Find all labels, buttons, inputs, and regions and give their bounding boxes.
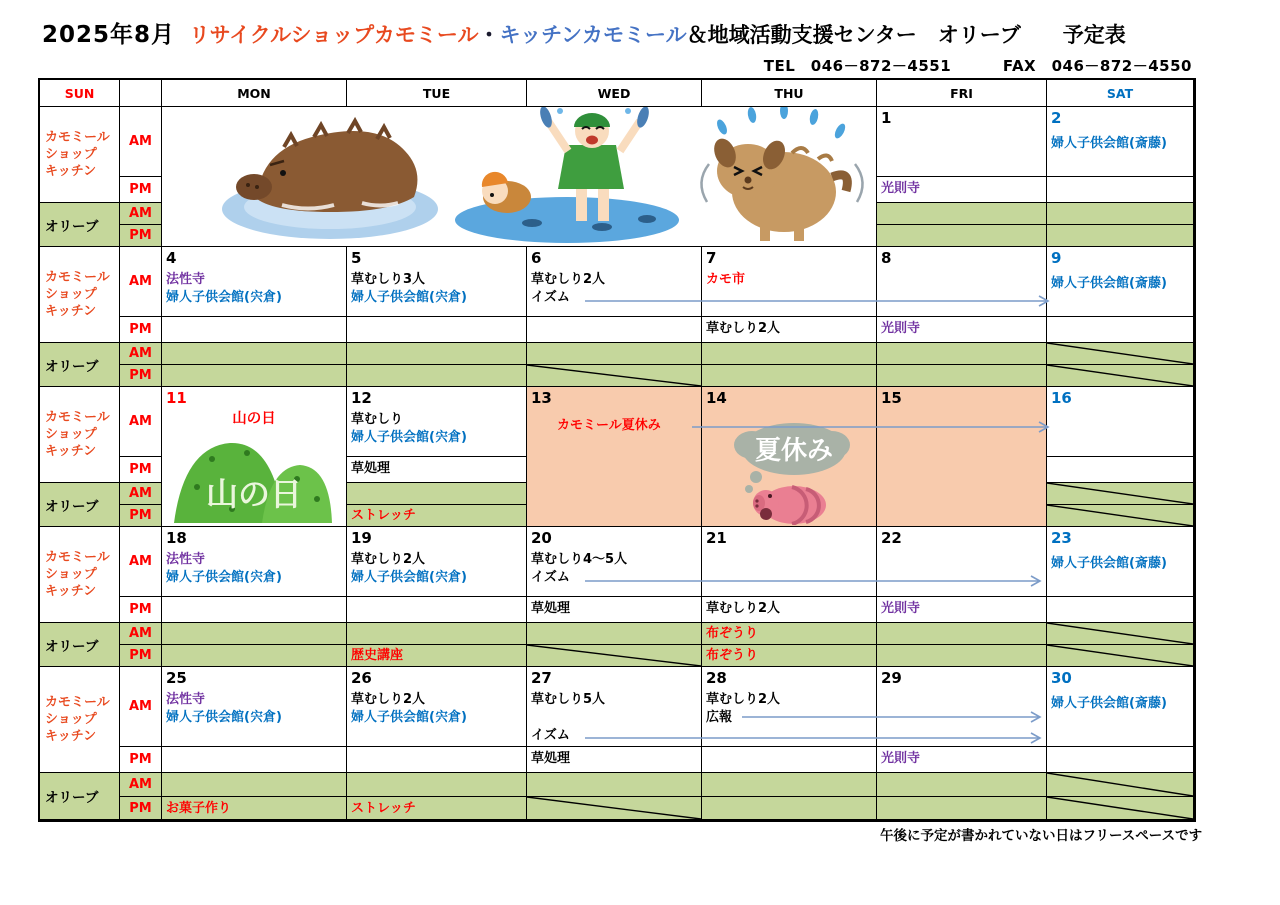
cell-aug4-pm bbox=[162, 317, 347, 343]
summer-break-label: カモミール夏休み bbox=[557, 418, 661, 433]
date-aug29: 29 bbox=[881, 669, 902, 687]
cell-aug19-olive-pm: 歴史講座 bbox=[347, 645, 527, 667]
crossed-out-line bbox=[1047, 773, 1193, 796]
title-shop-name: リサイクルショップカモミール bbox=[189, 23, 479, 47]
cell-w1-illustration bbox=[162, 107, 877, 247]
header-spacer bbox=[120, 80, 162, 107]
cell-aug25-olive-pm: お菓子作り bbox=[162, 797, 347, 820]
am-label: AM bbox=[120, 387, 162, 457]
crossed-out-line bbox=[1047, 365, 1193, 386]
cell-aug15-summer-break bbox=[877, 387, 1047, 527]
pm-label: PM bbox=[120, 317, 162, 343]
cell-aug28-olive-pm bbox=[702, 797, 877, 820]
week-1-band bbox=[40, 107, 1194, 247]
crossed-out-line bbox=[1047, 645, 1193, 666]
tel-number: TEL 046－872－4551 bbox=[763, 57, 952, 75]
date-aug16: 16 bbox=[1051, 389, 1072, 407]
cell-aug11-mountain-day bbox=[162, 387, 347, 527]
crossed-out-line bbox=[527, 797, 701, 819]
olive-pm-label: PM bbox=[120, 505, 162, 527]
contact-row bbox=[0, 55, 1192, 76]
cell-aug22-olive-pm bbox=[877, 645, 1047, 667]
cell-aug26-pm bbox=[347, 747, 527, 773]
cell-aug18-olive-am bbox=[162, 623, 347, 645]
date-aug15: 15 bbox=[881, 389, 902, 407]
cell-aug16-am bbox=[1047, 387, 1194, 457]
cell-aug9-olive-am bbox=[1047, 343, 1194, 365]
header-sat: SAT bbox=[1047, 80, 1194, 107]
date-aug21: 21 bbox=[706, 529, 727, 547]
title-month: 2025年8月 bbox=[42, 22, 176, 48]
am-label: AM bbox=[120, 667, 162, 747]
row-label-camomile: カモミール ショップ キッチン bbox=[40, 107, 120, 203]
row-label-olive: オリーブ bbox=[40, 483, 120, 527]
mountain-day-label: 山の日 bbox=[232, 411, 276, 427]
cell-aug16-olive-am bbox=[1047, 483, 1194, 505]
date-aug12: 12 bbox=[351, 389, 372, 407]
date-aug14: 14 bbox=[706, 389, 727, 407]
date-aug9: 9 bbox=[1051, 249, 1062, 267]
olive-am-label: AM bbox=[120, 343, 162, 365]
crossed-out-line bbox=[1047, 483, 1193, 504]
cell-aug6-olive-am bbox=[527, 343, 702, 365]
cell-aug6-am: 6 草むしり2人 イズム bbox=[527, 247, 702, 317]
cell-aug1-am bbox=[877, 107, 1047, 177]
olive-am-label: AM bbox=[120, 483, 162, 505]
cell-aug23-olive-am bbox=[1047, 623, 1194, 645]
date-aug30: 30 bbox=[1051, 669, 1072, 687]
cell-aug7-olive-pm bbox=[702, 365, 877, 387]
cell-aug8-olive-pm bbox=[877, 365, 1047, 387]
cell-aug8-olive-am bbox=[877, 343, 1047, 365]
crossed-out-line bbox=[1047, 505, 1193, 526]
cell-aug19-olive-am bbox=[347, 623, 527, 645]
cell-aug23-am: 23 婦人子供会館(斎藤) bbox=[1047, 527, 1194, 597]
date-aug28: 28 bbox=[706, 669, 727, 687]
cell-aug4-am: 4 法性寺 婦人子供会館(宍倉) bbox=[162, 247, 347, 317]
cell-aug5-pm bbox=[347, 317, 527, 343]
date-aug2: 2 bbox=[1051, 109, 1062, 127]
week-4-band bbox=[40, 527, 1194, 667]
date-aug20: 20 bbox=[531, 529, 552, 547]
mountain-text: 山の日 bbox=[205, 475, 303, 513]
cell-aug27-olive-pm bbox=[527, 797, 702, 820]
date-aug7: 7 bbox=[706, 249, 717, 267]
cell-aug21-am bbox=[702, 527, 877, 597]
date-aug26: 26 bbox=[351, 669, 372, 687]
cell-aug28-olive-am bbox=[702, 773, 877, 797]
header-tue: TUE bbox=[347, 80, 527, 107]
date-aug25: 25 bbox=[166, 669, 187, 687]
olive-am-label: AM bbox=[120, 203, 162, 225]
cell-aug12-pm: 草処理 bbox=[347, 457, 527, 483]
cell-aug7-olive-am bbox=[702, 343, 877, 365]
row-label-camomile: カモミール ショップ キッチン bbox=[40, 667, 120, 773]
olive-pm-label: PM bbox=[120, 645, 162, 667]
date-aug8: 8 bbox=[881, 249, 892, 267]
cell-aug13-summer-break bbox=[527, 387, 702, 527]
date-aug6: 6 bbox=[531, 249, 542, 267]
cell-aug7-am: 7 カモ市 bbox=[702, 247, 877, 317]
calendar-table bbox=[38, 78, 1196, 822]
olive-am-label: AM bbox=[120, 623, 162, 645]
cell-aug26-olive-am bbox=[347, 773, 527, 797]
date-aug5: 5 bbox=[351, 249, 362, 267]
cell-aug2-am: 2 婦人子供会館(斎藤) bbox=[1047, 107, 1194, 177]
pm-label: PM bbox=[120, 747, 162, 773]
row-label-olive: オリーブ bbox=[40, 623, 120, 667]
cell-aug22-olive-am bbox=[877, 623, 1047, 645]
crossed-out-line bbox=[1047, 623, 1193, 644]
cell-aug29-am bbox=[877, 667, 1047, 747]
cell-aug30-olive-am bbox=[1047, 773, 1194, 797]
cell-aug26-olive-pm: ストレッチ bbox=[347, 797, 527, 820]
cell-aug20-am: 20 草むしり4～5人 イズム bbox=[527, 527, 702, 597]
cell-aug18-pm bbox=[162, 597, 347, 623]
cell-aug16-olive-pm bbox=[1047, 505, 1194, 527]
summer-break-pig-illustration bbox=[722, 417, 862, 525]
cell-aug6-pm bbox=[527, 317, 702, 343]
header-sun: SUN bbox=[40, 80, 120, 107]
cell-aug22-pm: 光則寺 bbox=[877, 597, 1047, 623]
cell-aug22-am bbox=[877, 527, 1047, 597]
footer-note: 午後に予定が書かれていない日はフリースペースです bbox=[880, 828, 1203, 844]
am-label: AM bbox=[120, 107, 162, 177]
cell-aug23-pm bbox=[1047, 597, 1194, 623]
row-label-camomile: カモミール ショップ キッチン bbox=[40, 247, 120, 343]
cell-aug7-pm: 草むしり2人 bbox=[702, 317, 877, 343]
cell-aug27-pm: 草処理 bbox=[527, 747, 702, 773]
am-label: AM bbox=[120, 527, 162, 597]
row-label-olive: オリーブ bbox=[40, 203, 120, 247]
cell-aug19-am: 19 草むしり2人 婦人子供会館(宍倉) bbox=[347, 527, 527, 597]
wet-dog-shaking-illustration bbox=[701, 107, 862, 241]
page-title bbox=[42, 16, 1126, 49]
cell-aug19-pm bbox=[347, 597, 527, 623]
week-3-band bbox=[40, 387, 1194, 527]
cell-aug21-pm: 草むしり2人 bbox=[702, 597, 877, 623]
cell-aug25-pm bbox=[162, 747, 347, 773]
olive-am-label: AM bbox=[120, 773, 162, 797]
cell-aug4-olive-am bbox=[162, 343, 347, 365]
header-fri: FRI bbox=[877, 80, 1047, 107]
cell-aug4-olive-pm bbox=[162, 365, 347, 387]
cell-aug14-summer-break bbox=[702, 387, 877, 527]
pm-label: PM bbox=[120, 177, 162, 203]
cell-aug12-olive-pm: ストレッチ bbox=[347, 505, 527, 527]
cell-aug29-olive-am bbox=[877, 773, 1047, 797]
row-label-camomile: カモミール ショップ キッチン bbox=[40, 527, 120, 623]
cell-aug1-olive-am bbox=[877, 203, 1047, 225]
cell-aug5-olive-pm bbox=[347, 365, 527, 387]
fax-number: FAX 046－872－4550 bbox=[1002, 57, 1192, 75]
crossed-out-line bbox=[1047, 797, 1193, 819]
crossed-out-line bbox=[527, 645, 701, 666]
header-thu: THU bbox=[702, 80, 877, 107]
cell-aug2-pm bbox=[1047, 177, 1194, 203]
title-separator: ・ bbox=[478, 23, 500, 47]
olive-pm-label: PM bbox=[120, 797, 162, 820]
cell-aug20-olive-am bbox=[527, 623, 702, 645]
cell-aug25-am: 25 法性寺 婦人子供会館(宍倉) bbox=[162, 667, 347, 747]
cell-aug25-olive-am bbox=[162, 773, 347, 797]
date-aug19: 19 bbox=[351, 529, 372, 547]
cell-aug1-pm: 光則寺 bbox=[877, 177, 1047, 203]
olive-pm-label: PM bbox=[120, 365, 162, 387]
weekday-header-row bbox=[40, 80, 1194, 107]
cell-aug26-am: 26 草むしり2人 婦人子供会館(宍倉) bbox=[347, 667, 527, 747]
children-catching-fish-illustration bbox=[455, 107, 679, 243]
date-aug23: 23 bbox=[1051, 529, 1072, 547]
cell-aug1-olive-pm bbox=[877, 225, 1047, 247]
cell-aug21-olive-pm: 布ぞうり bbox=[702, 645, 877, 667]
cell-aug18-olive-pm bbox=[162, 645, 347, 667]
date-aug11: 11 bbox=[166, 389, 187, 407]
cell-aug16-pm bbox=[1047, 457, 1194, 483]
cell-aug2-olive-am bbox=[1047, 203, 1194, 225]
cell-aug5-olive-am bbox=[347, 343, 527, 365]
cell-aug12-am: 12 草むしり 婦人子供会館(宍倉) bbox=[347, 387, 527, 457]
cell-aug8-pm: 光則寺 bbox=[877, 317, 1047, 343]
cell-aug28-am: 28 草むしり2人 広報 bbox=[702, 667, 877, 747]
row-label-olive: オリーブ bbox=[40, 773, 120, 820]
cell-aug27-am: 27 草むしり5人 イズム bbox=[527, 667, 702, 747]
crossed-out-line bbox=[1047, 343, 1193, 364]
cell-aug29-pm: 光則寺 bbox=[877, 747, 1047, 773]
header-wed: WED bbox=[527, 80, 702, 107]
title-rest: ＆地域活動支援センター オリーブ 予定表 bbox=[686, 23, 1126, 47]
date-aug1: 1 bbox=[881, 109, 892, 127]
date-aug13: 13 bbox=[531, 389, 552, 407]
cell-aug30-olive-pm bbox=[1047, 797, 1194, 820]
cell-aug2-olive-pm bbox=[1047, 225, 1194, 247]
cell-aug9-pm bbox=[1047, 317, 1194, 343]
row-label-camomile: カモミール ショップ キッチン bbox=[40, 387, 120, 483]
cell-aug9-olive-pm bbox=[1047, 365, 1194, 387]
crossed-out-line bbox=[527, 365, 701, 386]
cell-aug8-am bbox=[877, 247, 1047, 317]
date-aug18: 18 bbox=[166, 529, 187, 547]
header-mon: MON bbox=[162, 80, 347, 107]
olive-pm-label: PM bbox=[120, 225, 162, 247]
cell-aug12-olive-am bbox=[347, 483, 527, 505]
week-2-band bbox=[40, 247, 1194, 387]
am-label: AM bbox=[120, 247, 162, 317]
row-label-olive: オリーブ bbox=[40, 343, 120, 387]
cell-aug6-olive-pm bbox=[527, 365, 702, 387]
summer-illustrations bbox=[162, 107, 875, 245]
date-aug27: 27 bbox=[531, 669, 552, 687]
pm-label: PM bbox=[120, 597, 162, 623]
cell-aug18-am: 18 法性寺 婦人子供会館(宍倉) bbox=[162, 527, 347, 597]
cell-aug9-am: 9 婦人子供会館(斎藤) bbox=[1047, 247, 1194, 317]
boar-in-pool-illustration bbox=[222, 121, 438, 239]
pm-label: PM bbox=[120, 457, 162, 483]
week-5-band bbox=[40, 667, 1194, 820]
cell-aug21-olive-am: 布ぞうり bbox=[702, 623, 877, 645]
cell-aug20-pm: 草処理 bbox=[527, 597, 702, 623]
title-kitchen-name: キッチンカモミール bbox=[499, 23, 687, 47]
cell-aug20-olive-pm bbox=[527, 645, 702, 667]
cell-aug5-am: 5 草むしり3人 婦人子供会館(宍倉) bbox=[347, 247, 527, 317]
summer-break-cloud-text: 夏休み bbox=[754, 436, 834, 466]
cell-aug30-am: 30 婦人子供会館(斎藤) bbox=[1047, 667, 1194, 747]
mountain-day-illustration bbox=[162, 429, 345, 525]
cell-aug30-pm bbox=[1047, 747, 1194, 773]
date-aug4: 4 bbox=[166, 249, 177, 267]
cell-aug29-olive-pm bbox=[877, 797, 1047, 820]
cell-aug23-olive-pm bbox=[1047, 645, 1194, 667]
date-aug22: 22 bbox=[881, 529, 902, 547]
cell-aug28-pm bbox=[702, 747, 877, 773]
cell-aug27-olive-am bbox=[527, 773, 702, 797]
